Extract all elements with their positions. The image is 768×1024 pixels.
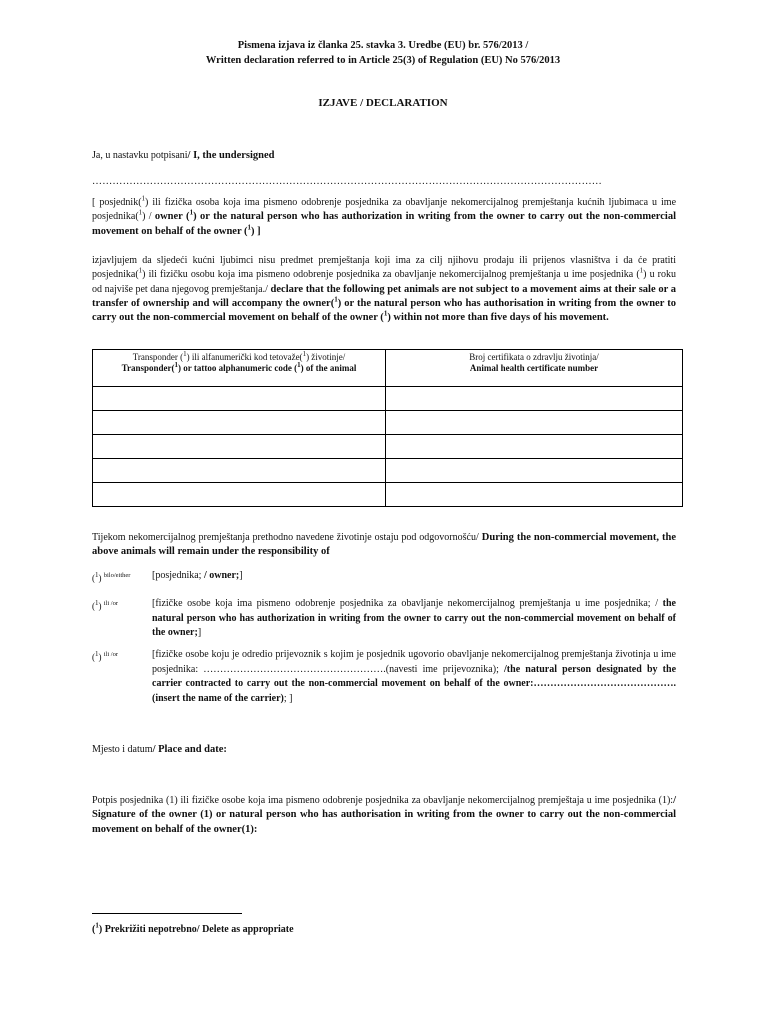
option-owner[interactable] [92,569,676,584]
transponder-cell[interactable] [93,411,386,435]
footnote-ref: 1 [302,350,307,358]
footnote [92,921,294,935]
declare-clause-en: declare that the following pet animals are not subject to a movement aims at their sale or a transfer of ownership and will accompany the owner( [92,283,676,309]
animals-table [92,349,683,507]
footnote-text: Prekrižiti nepotrebno/ Delete as appropriate [102,924,294,935]
transponder-cell[interactable] [93,459,386,483]
footnote-text: ( [92,924,96,935]
signature-field[interactable] [92,794,676,837]
declare-clause-en-c: ) within not more than five days of his movement. [387,312,609,324]
table-header-transponder [93,350,386,387]
footnote-ref: 1 [297,361,301,369]
option-marker [92,648,118,665]
table-header-certificate [386,350,683,387]
footnote-ref: 1 [138,266,143,275]
option-carrier-person[interactable] [92,648,676,706]
declare-clause [92,254,676,325]
footnote-ref: 1 [95,571,99,579]
certificate-cell[interactable] [386,483,683,507]
declare-clause-en-b: ) or the natural person who has authorisation in writing from the owner to carry out the non-commercial movement on behalf of the owner ( [92,297,676,324]
certificate-cell[interactable] [386,459,683,483]
marker-text: ( [92,601,95,611]
option-marker [92,569,130,586]
table-row [93,435,683,459]
table-row [93,387,683,411]
place-date-hr: Mjesto i datum [92,744,153,755]
undersigned-name-field[interactable]: …………………………………………………………………………………………………………………………………… [92,176,602,187]
footnote-text: ) [98,924,103,935]
title-croatian: Pismena izjava iz članka 25. stavka 3. Uredbe (EU) br. 576/2013 / [237,40,529,51]
marker-text: ) [98,601,102,611]
document-title [91,38,675,68]
table-row [93,459,683,483]
marker-conjunction: ili /or [103,651,119,658]
footnote-ref: 1 [183,350,187,358]
header-text: Transponder ( [132,352,184,362]
option-hr: [posjednika; [152,570,204,581]
declare-clause-hr-b: ) ili fizičku osobu koja ima pismeno odobrenje posjednika za obavljanje nekomercijalnog premještanja u ime posjednika ( [142,269,640,281]
footnote-ref: 1 [383,309,388,318]
option-en: the natural person who has authorization in writing from the owner to carry out the non-commercial movement on behalf of the owner; [152,598,676,638]
header-text: Transponder( [121,363,175,373]
header-text: Animal health certificate number [469,363,599,373]
marker-text: ( [92,652,95,662]
option-en: /the natural person designated by the carrier contracted to carry out the non-commercial movement on behalf of the owner:…………………………………….(insert the name of the carrier) [152,663,677,704]
responsibility-statement [92,531,676,560]
marker-text: ) [98,573,102,583]
owner-clause [92,196,676,239]
undersigned-en: / I, the undersigned [187,150,275,161]
marker-text: ) [98,652,102,662]
option-hr: [fizičke osobe koja ima pismeno odobrenje posjednika za obavljanje nekomercijalnog premještanja u ime posjednika; / [152,598,659,609]
marker-text: ( [92,573,95,583]
header-text: ) životinje/ [306,352,346,362]
marker-conjunction: ili /or [103,600,119,607]
header-text: Broj certifikata o zdravlju životinja/ [469,352,599,362]
footnote-ref: 1 [138,208,143,217]
header-text: ) ili alfanumerički kod tetovaže( [186,352,303,362]
undersigned-hr: Ja, u nastavku potpisani [92,150,188,161]
option-en: / owner; [203,570,240,581]
table-row [93,483,683,507]
footnote-ref: 1 [639,266,644,275]
footnote-divider [92,913,242,914]
owner-clause-sep: ) / [142,211,155,223]
footnote-ref: 1 [95,921,99,930]
footnote-ref: 1 [189,208,194,217]
option-close: ] [239,570,243,581]
place-date-en: / Place and date: [152,744,227,755]
option-close: ] [197,627,202,638]
transponder-cell[interactable] [93,483,386,507]
certificate-cell[interactable] [386,387,683,411]
footnote-ref: 1 [174,361,178,369]
declare-clause-hr-c: ) u roku od najviše pet dana njegovog premještanja./ [92,269,676,295]
responsibility-en: During the non-commercial movement, the above animals will remain under the responsibility of [92,532,676,558]
option-marker [92,597,118,614]
undersigned-line [92,149,676,163]
certificate-cell[interactable] [386,435,683,459]
signature-en: / Signature of the owner (1) or natural person who has authorisation in writing from the owner to carry out the non-commercial movement on behalf of the owner(1): [92,795,676,835]
marker-conjunction: bilo/either [103,572,131,579]
certificate-cell[interactable] [386,411,683,435]
owner-clause-open: [ posjednik( [92,197,142,208]
footnote-ref: 1 [95,650,99,658]
title-english: Written declaration referred to in Article 25(3) of Regulation (EU) No 576/2013 [205,55,561,66]
transponder-cell[interactable] [93,387,386,411]
footnote-ref: 1 [247,223,252,232]
footnote-ref: 1 [95,599,99,607]
responsibility-hr: Tijekom nekomercijalnog premještanja prethodno navedene životinje ostaju pod odgovornošću/ [92,532,479,543]
place-date-field[interactable] [92,743,676,757]
table-row [93,411,683,435]
header-text: ) of the animal [300,363,357,373]
option-authorised-person[interactable] [92,597,676,641]
owner-clause-en-rest: ) or the natural person who has authorization in writing from the owner to carry out the non-commercial movement on behalf of the owner ( [92,211,677,237]
transponder-cell[interactable] [93,435,386,459]
footnote-ref: 1 [141,194,146,203]
declaration-heading: IZJAVE / DECLARATION [318,97,448,109]
option-close: ; ] [283,692,293,704]
footnote-ref: 1 [334,295,338,304]
owner-clause-en: owner ( [154,211,190,223]
owner-clause-hr: ) ili fizička osoba koja ima pismeno odobrenje posjednika za obavljanje nekomercijalnog premještanja kućnih ljubimaca u ime posjednika( [92,197,677,223]
declare-clause-hr: izjavljujem da sljedeći kućni ljubimci nisu predmet premještanja koji ima za cilj njihovu prodaju ili prijenos vlasništva i da će pratiti posjednika( [92,255,676,281]
signature-hr: Potpis posjednika (1) ili fizičke osobe koja ima pismeno odobrenje posjednika za obavljanje nekomercijalnog premještaja u ime posjednika (1): [92,795,674,806]
table-header-row [93,350,683,387]
header-text: ) or tattoo alphanumeric code ( [178,363,298,373]
option-hr: [fizičke osobe koju je odredio prijevoznik s kojim je posjednik ugovorio obavljanje nekomercijalnog premještanja životinja u ime posjednika: ……………………………………………….(navesti ime prijevoznika); [152,649,676,675]
owner-clause-close: ) ] [251,225,261,237]
